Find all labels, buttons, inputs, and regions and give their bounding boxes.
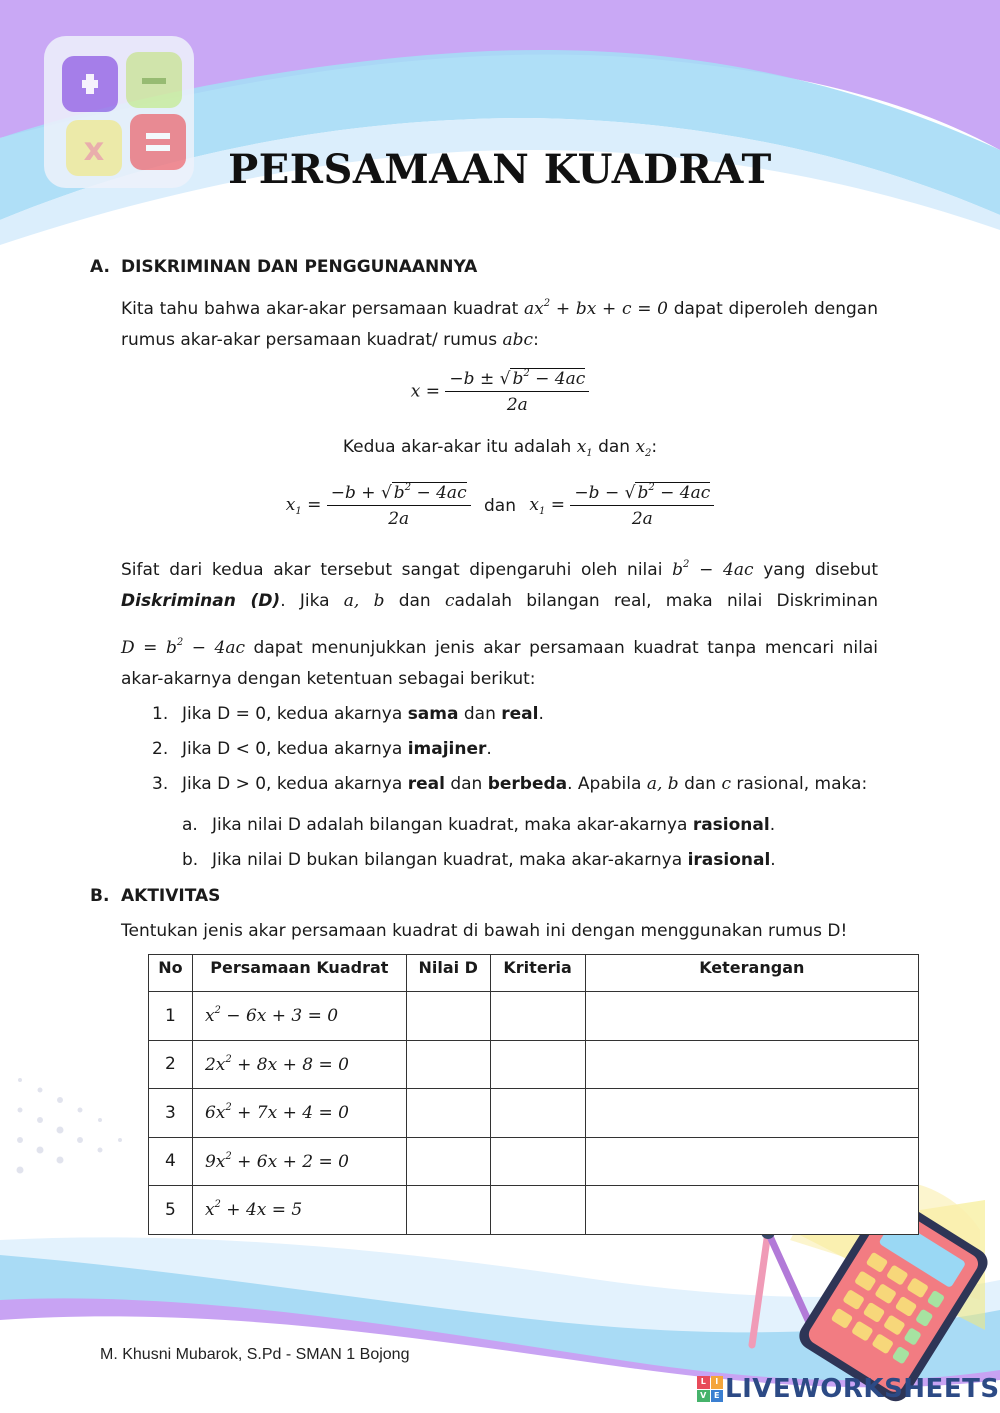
equation-4: $9x^2 + 6x + 2 = 0$ [204, 1150, 349, 1172]
keterangan-cell-3[interactable] [585, 1089, 918, 1138]
equation-5: $x^2 + 4x = 5$ [204, 1199, 303, 1221]
table-row: 2 $2x^2 + 8x + 8 = 0$ [149, 1040, 919, 1089]
keterangan-cell-5[interactable] [585, 1186, 918, 1235]
table-row: 3 $6x^2 + 7x + 4 = 0$ [149, 1089, 919, 1138]
keterangan-cell-2[interactable] [585, 1040, 918, 1089]
abc-math: abc [502, 330, 534, 350]
section-b-title: AKTIVITAS [121, 886, 221, 906]
property-line-1: Sifat dari kedua akar tersebut sangat dipengaruhi oleh nilai $b^2 - 4ac$ yang disebut [121, 559, 879, 580]
keterangan-cell-4[interactable] [585, 1137, 918, 1186]
quadratic-formula: x = $\frac{-b \pm √ b^2 - 4ac}{2a}$ [0, 368, 1000, 415]
property-line-3: $D = b^2 - 4ac$ dapat menunjukkan jenis akar persamaan kuadrat tanpa mencari nilai [121, 637, 878, 658]
header-nilai-d: Nilai D [406, 955, 490, 992]
roots-sentence: Kedua akar-akar itu adalah $x_1$ dan $x_2$: [342, 437, 658, 459]
intro-line-1: Kita tahu bahwa akar-akar persamaan kuadrat $ax^2$ + bx + c = 0 dapat diperoleh dengan [121, 298, 878, 319]
page-title: PERSAMAAN KUADRAT [228, 146, 772, 193]
nilai-d-cell-4[interactable] [406, 1137, 490, 1186]
nilai-d-cell-5[interactable] [406, 1186, 490, 1235]
rule-3a: a. Jika nilai D adalah bilangan kuadrat, maka akar-akarnya rasional. [182, 815, 776, 835]
rule-3: 3. Jika D > 0, kedua akarnya real dan berbeda. Apabila a, b dan c rasional, maka: [152, 774, 868, 794]
kriteria-cell-2[interactable] [490, 1040, 585, 1089]
header-keterangan: Keterangan [585, 955, 918, 992]
liveworksheets-logo-icon: L I V E [697, 1376, 723, 1402]
section-b-heading [90, 886, 220, 906]
property-line-4: akar-akarnya dengan ketentuan sebagai berikut: [121, 669, 536, 689]
kriteria-cell-1[interactable] [490, 992, 585, 1041]
section-a-title: DISKRIMINAN DAN PENGGUNAANNYA [121, 257, 478, 277]
section-b-letter: B. [90, 886, 110, 906]
table-row: 1 $x^2 - 6x + 3 = 0$ [149, 992, 919, 1041]
quadratic-equation-math: $ax^2$ + bx + c = 0 [524, 298, 668, 319]
keterangan-cell-1[interactable] [585, 992, 918, 1041]
table-row: 5 $x^2 + 4x = 5$ [149, 1186, 919, 1235]
kriteria-cell-4[interactable] [490, 1137, 585, 1186]
rule-2: 2. Jika D < 0, kedua akarnya imajiner. [152, 739, 492, 759]
rule-1: 1. Jika D = 0, kedua akarnya sama dan real. [152, 704, 544, 724]
liveworksheets-brand[interactable] [697, 1374, 1000, 1404]
header-no: No [149, 955, 193, 992]
nilai-d-cell-3[interactable] [406, 1089, 490, 1138]
rule-3b: b. Jika nilai D bukan bilangan kuadrat, maka akar-akarnya irasional. [182, 850, 776, 870]
table-row: 4 $9x^2 + 6x + 2 = 0$ [149, 1137, 919, 1186]
equation-2: $2x^2 + 8x + 8 = 0$ [204, 1053, 349, 1075]
activity-instruction: Tentukan jenis akar persamaan kuadrat di bawah ini dengan menggunakan rumus D! [121, 921, 848, 941]
activity-table [148, 954, 919, 1235]
intro-line-2: rumus akar-akar persamaan kuadrat/ rumus abc: [121, 330, 539, 350]
nilai-d-cell-2[interactable] [406, 1040, 490, 1089]
kriteria-cell-3[interactable] [490, 1089, 585, 1138]
footer-author: M. Khusni Mubarok, S.Pd - SMAN 1 Bojong [100, 1346, 410, 1363]
property-line-2: Diskriminan (D). Jika a, b dan cadalah bilangan real, maka nilai Diskriminan [121, 591, 879, 611]
equation-3: $6x^2 + 7x + 4 = 0$ [204, 1102, 349, 1124]
kriteria-cell-5[interactable] [490, 1186, 585, 1235]
header-kriteria: Kriteria [490, 955, 585, 992]
equation-1: $x^2 - 6x + 3 = 0$ [204, 1005, 339, 1027]
svg-text:x: x [83, 130, 105, 168]
nilai-d-cell-1[interactable] [406, 992, 490, 1041]
roots-formulas: $x_1$ = $\frac{-b + √ b^2 - 4ac}{2a}$ dan $x_1$ = $\frac{-b - √ b^2 - 4ac}{2a}$ [0, 482, 1000, 529]
section-a-heading [90, 257, 477, 277]
diskriminan-term: Diskriminan (D) [121, 591, 281, 611]
section-a-letter: A. [90, 257, 110, 277]
table-header-row [149, 955, 919, 992]
liveworksheets-wordmark: LIVEWORKSHEETS [725, 1374, 1000, 1404]
header-persamaan: Persamaan Kuadrat [192, 955, 406, 992]
